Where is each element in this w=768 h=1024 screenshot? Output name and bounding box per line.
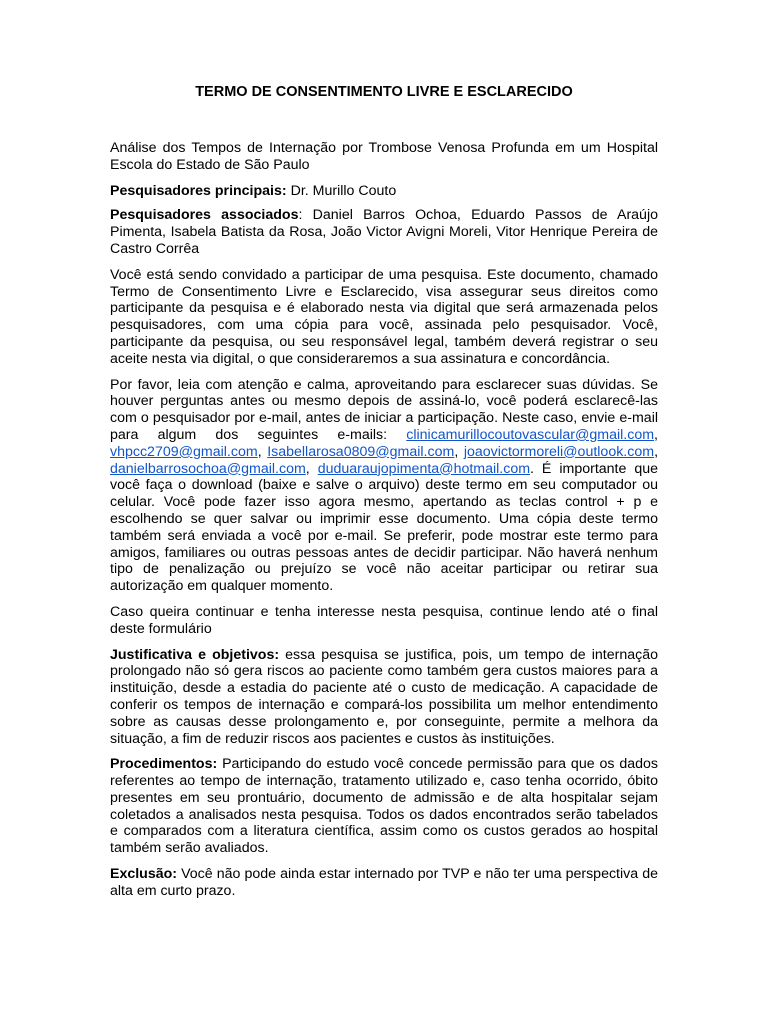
email-separator: , [257,443,268,460]
contact-intro-text: Por favor, leia com atenção e calma, aproveitando para esclarecer suas dúvidas. Se houver perguntas antes ou mesmo depois de assiná-lo, você poderá esclarecê-las com o pesquisador por e-mail, antes de iniciar a participação. Neste caso, envie e-mail para algum dos seguintes e-mails: [110,376,658,443]
justification-paragraph [110,647,658,748]
email-link-danielbarrosochoa[interactable]: danielbarrosochoa@gmail.com [110,460,306,477]
justification-text: essa pesquisa se justifica, pois, um tempo de internação prolongado não só gera riscos ao paciente como também gera custos maiores para a instituição, desde a estadia do paciente até o custo de medicação. A capacidade de conferir os tempos de internação e compará-los possibilita um melhor entendimento sobre as causas desse prolongamento e, por conseguinte, permite a melhora da situação, a fim de reduzir riscos aos pacientes e custos às instituições. [110,646,658,747]
invitation-paragraph: Você está sendo convidado a participar de uma pesquisa. Este documento, chamado Termo de Consentimento Livre e Esclarecido, visa assegurar seus direitos como participante da pesquisa e é elaborado nesta via digital que será armazenada pelos pesquisadores, com uma cópia para você, assinada pelo pesquisador. Você, participante da pesquisa, ou seu responsável legal, também deverá registrar o seu aceite nesta via digital, o que consideraremos a sua assinatura e concordância. [110,266,658,367]
email-separator: , [654,426,658,443]
email-link-clinicamurillocoutovascular[interactable]: clinicamurillocoutovascular@gmail.com [406,426,655,443]
email-link-joaovictormoreli[interactable]: joaovictormoreli@outlook.com [463,443,655,460]
principal-researchers-value: Dr. Murillo Couto [286,182,397,199]
associate-researchers-value: : Daniel Barros Ochoa, Eduardo Passos de Araújo Pimenta, Isabela Batista da Rosa, João Victor Avigni Moreli, Vitor Henrique Pereira de Castro Corrêa [110,207,658,257]
exclusion-label: Exclusão: [110,866,178,883]
email-link-isabellarosa0809[interactable]: Isabellarosa0809@gmail.com [267,443,455,460]
email-link-vhpcc2709[interactable]: vhpcc2709@gmail.com [110,443,258,460]
email-separator: , [305,460,318,477]
continue-paragraph: Caso queira continuar e tenha interesse nesta pesquisa, continue lendo até o final deste formulário [110,603,658,637]
procedures-label: Procedimentos: [110,756,218,773]
email-link-duduaraujopimenta[interactable]: duduaraujopimenta@hotmail.com [317,460,531,477]
procedures-text: Participando do estudo você concede permissão para que os dados referentes ao tempo de internação, tratamento utilizado e, caso tenha ocorrido, óbito presentes em seu prontuário, documento de admissão e de alta hospitalar sejam coletados a analisados nesta pesquisa. Todos os dados encontrados serão tabelados e comparados com a literatura científica, assim como os custos gerados ao hospital também serão avaliados. [110,756,658,857]
contact-closing-text: . É importante que você faça o download (baixe e salve o arquivo) deste termo em seu computador ou celular. Você pode fazer isso agora mesmo, apertando as teclas control + p e escolhendo se quer salvar ou imprimir esse documento. Uma cópia deste termo também será enviada a você por e-mail. Se preferir, pode mostrar este termo para amigos, familiares ou outras pessoas antes de decidir participar. Não haverá nenhum tipo de penalização ou prejuízo se você não aceitar participar ou retirar sua autorização em qualquer momento. [110,460,658,595]
justification-label: Justificativa e objetivos: [110,646,280,663]
procedures-paragraph [110,756,658,857]
document-title: TERMO DE CONSENTIMENTO LIVRE E ESCLARECIDO [195,84,573,100]
principal-researchers [110,183,658,200]
exclusion-text: Você não pode ainda estar internado por TVP e não ter uma perspectiva de alta em curto prazo. [110,866,658,899]
associate-researchers [110,207,658,257]
principal-researchers-label: Pesquisadores principais: [110,182,287,199]
email-separator: , [454,443,464,460]
email-separator: , [654,443,659,460]
exclusion-paragraph [110,866,658,900]
contact-paragraph [110,377,658,595]
study-title: Análise dos Tempos de Internação por Trombose Venosa Profunda em um Hospital Escola do Estado de São Paulo [110,140,658,173]
associate-researchers-label: Pesquisadores associados [110,207,299,224]
